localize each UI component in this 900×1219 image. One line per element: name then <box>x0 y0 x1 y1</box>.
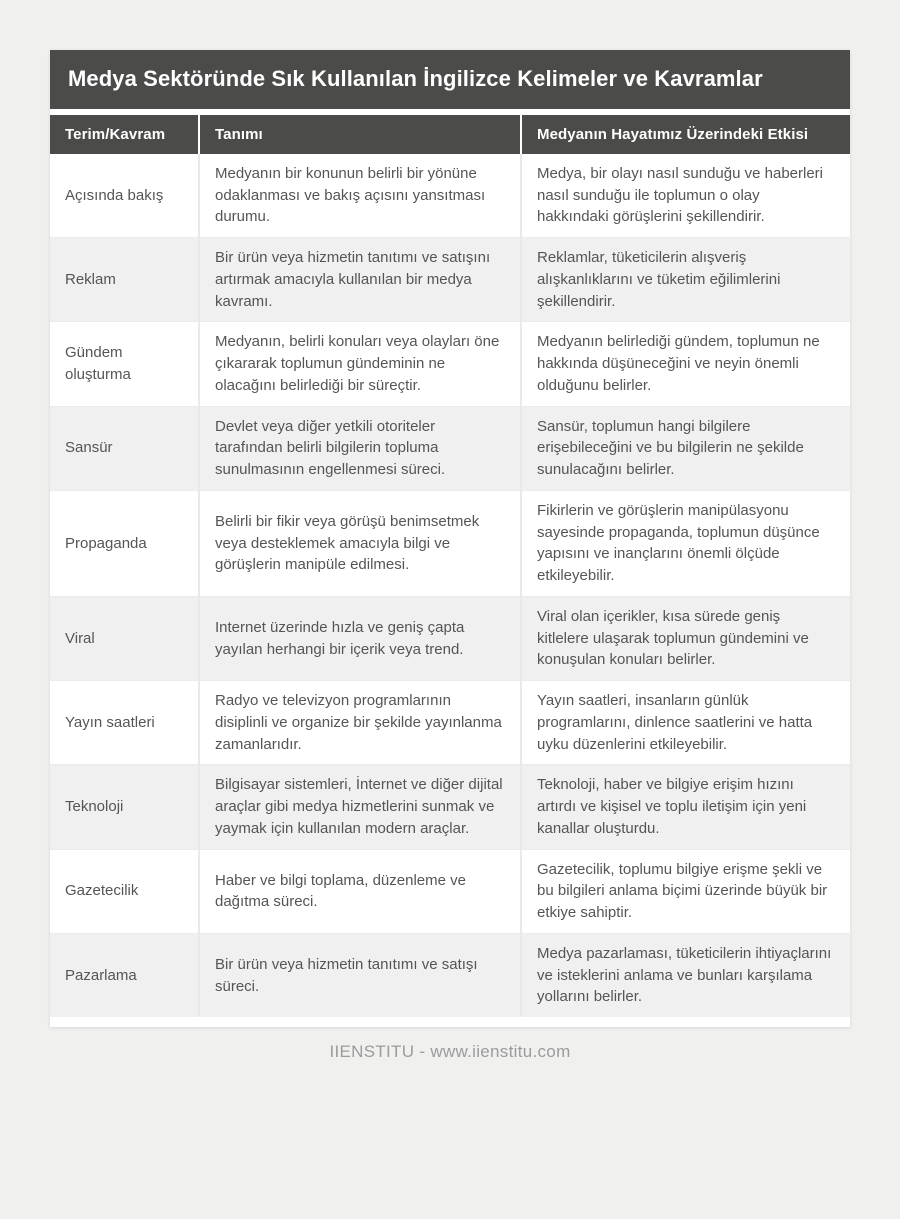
table-row <box>50 596 850 680</box>
cell-definition: Bir ürün veya hizmetin tanıtımı ve satışını artırmak amacıyla kullanılan bir medya kavramı. <box>198 237 520 321</box>
page-title: Medya Sektöründe Sık Kullanılan İngilizce Kelimeler ve Kavramlar <box>50 50 850 109</box>
footer-credit: IIENSTITU - www.iienstitu.com <box>329 1042 571 1062</box>
cell-definition: Belirli bir fikir veya görüşü benimsetmek veya desteklemek amacıyla bilgi ve görüşlerin manipüle edilmesi. <box>198 490 520 596</box>
cell-definition: Bir ürün veya hizmetin tanıtımı ve satışı süreci. <box>198 933 520 1017</box>
cell-effect: Teknoloji, haber ve bilgiye erişim hızını artırdı ve kişisel ve toplu iletişim için yeni kanallar oluşturdu. <box>520 764 850 848</box>
table-row <box>50 680 850 764</box>
cell-effect: Fikirlerin ve görüşlerin manipülasyonu sayesinde propaganda, toplumun düşünce yapısını ve inançlarını önemli ölçüde etkileyebilir. <box>520 490 850 596</box>
column-header-effect: Medyanın Hayatımız Üzerindeki Etkisi <box>520 115 850 154</box>
cell-effect: Medya, bir olayı nasıl sunduğu ve haberleri nasıl sunduğu ile toplumun o olay hakkındaki görüşlerini şekillendirir. <box>520 154 850 237</box>
cell-term: Gazetecilik <box>50 849 198 933</box>
column-header-definition: Tanımı <box>198 115 520 154</box>
table-row <box>50 490 850 596</box>
cell-definition: Internet üzerinde hızla ve geniş çapta yayılan herhangi bir içerik veya trend. <box>198 596 520 680</box>
table-row <box>50 933 850 1017</box>
table-row <box>50 849 850 933</box>
cell-term: Yayın saatleri <box>50 680 198 764</box>
cell-effect: Yayın saatleri, insanların günlük programlarını, dinlence saatlerini ve hatta uyku düzenlerini etkileyebilir. <box>520 680 850 764</box>
cell-effect: Viral olan içerikler, kısa sürede geniş kitlelere ulaşarak toplumun gündemini ve konuşulan konuları belirler. <box>520 596 850 680</box>
cell-effect: Reklamlar, tüketicilerin alışveriş alışkanlıklarını ve tüketim eğilimlerini şekillendirir. <box>520 237 850 321</box>
content-card <box>50 50 850 1027</box>
table-header <box>50 115 850 154</box>
cell-definition: Medyanın bir konunun belirli bir yönüne odaklanması ve bakış açısını yansıtması durumu. <box>198 154 520 237</box>
cell-term: Propaganda <box>50 490 198 596</box>
table-row <box>50 764 850 848</box>
cell-definition: Bilgisayar sistemleri, İnternet ve diğer dijital araçlar gibi medya hizmetlerini sunmak ve yaymak için kullanılan modern araçlar. <box>198 764 520 848</box>
cell-term: Açısında bakış <box>50 154 198 237</box>
table-row <box>50 321 850 405</box>
table-row <box>50 406 850 490</box>
cell-definition: Devlet veya diğer yetkili otoriteler tarafından belirli bilgilerin topluma sunulmasının engellenmesi süreci. <box>198 406 520 490</box>
terms-table <box>50 115 850 1017</box>
cell-term: Viral <box>50 596 198 680</box>
cell-definition: Radyo ve televizyon programlarının disiplinli ve organize bir şekilde yayınlanma zamanlarıdır. <box>198 680 520 764</box>
column-header-term: Terim/Kavram <box>50 115 198 154</box>
cell-term: Reklam <box>50 237 198 321</box>
cell-effect: Sansür, toplumun hangi bilgilere erişebileceğini ve bu bilgilerin ne şekilde sunulacağını belirler. <box>520 406 850 490</box>
cell-definition: Medyanın, belirli konuları veya olayları öne çıkararak toplumun gündeminin ne olacağını belirlediği bir süreçtir. <box>198 321 520 405</box>
table-row <box>50 154 850 237</box>
cell-term: Sansür <box>50 406 198 490</box>
header-row <box>50 115 850 154</box>
cell-effect: Gazetecilik, toplumu bilgiye erişme şekli ve bu bilgileri anlama biçimi üzerinde büyük bir etkiye sahiptir. <box>520 849 850 933</box>
table-body <box>50 154 850 1017</box>
cell-term: Teknoloji <box>50 764 198 848</box>
cell-definition: Haber ve bilgi toplama, düzenleme ve dağıtma süreci. <box>198 849 520 933</box>
cell-term: Pazarlama <box>50 933 198 1017</box>
cell-term: Gündem oluşturma <box>50 321 198 405</box>
table-row <box>50 237 850 321</box>
cell-effect: Medyanın belirlediği gündem, toplumun ne hakkında düşüneceğini ve neyin önemli olduğunu belirler. <box>520 321 850 405</box>
cell-effect: Medya pazarlaması, tüketicilerin ihtiyaçlarını ve isteklerini anlama ve bunları karşılama yollarını belirler. <box>520 933 850 1017</box>
